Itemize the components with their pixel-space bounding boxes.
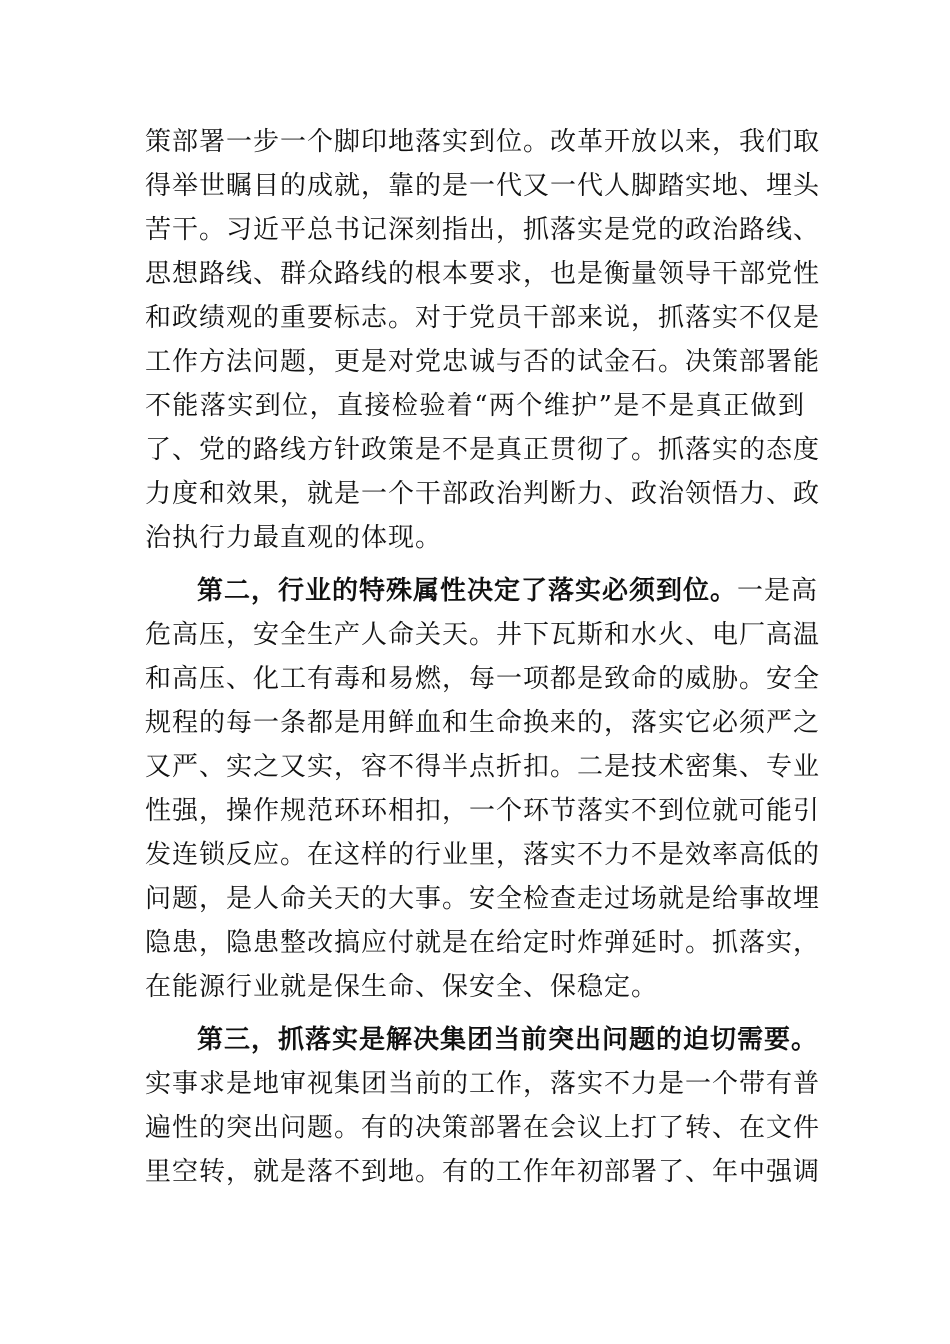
paragraph-1-line-9: 力度和效果，就是一个干部政治判断力、政治领悟力、政 <box>145 479 821 509</box>
paragraph-1-line-8: 了、党的路线方针政策是不是真正贯彻了。抓落实的态度 <box>145 435 821 465</box>
paragraph-1-line-5: 和政绩观的重要标志。对于党员干部来说，抓落实不仅是 <box>145 303 821 333</box>
paragraph-1-line-1: 策部署一步一个脚印地落实到位。改革开放以来，我们取 <box>145 127 821 157</box>
paragraph-2-line-9: 隐患，隐患整改搞应付就是在给定时炸弹延时。抓落实， <box>145 928 821 958</box>
paragraph-3-line-2: 实事求是地审视集团当前的工作，落实不力是一个带有普 <box>145 1069 821 1099</box>
paragraph-2-line-3: 和高压、化工有毒和易燃，每一项都是致命的威胁。安全 <box>145 664 821 694</box>
paragraph-2-line-6: 性强，操作规范环环相扣，一个环节落实不到位就可能引 <box>145 796 821 826</box>
paragraph-3-line-3: 遍性的突出问题。有的决策部署在会议上打了转、在文件 <box>145 1113 821 1143</box>
paragraph-1-line-3: 苦干。习近平总书记深刻指出，抓落实是党的政治路线、 <box>145 215 821 245</box>
paragraph-1-line-10: 治执行力最直观的体现。 <box>145 523 443 553</box>
paragraph-1-line-4: 思想路线、群众路线的根本要求，也是衡量领导干部党性 <box>145 259 821 289</box>
paragraph-2-line-8: 问题，是人命关天的大事。安全检查走过场就是给事故埋 <box>145 884 821 914</box>
paragraph-2-line-7: 发连锁反应。在这样的行业里，落实不力不是效率高低的 <box>145 840 821 870</box>
paragraph-1-line-2: 得举世瞩目的成就，靠的是一代又一代人脚踏实地、埋头 <box>145 171 821 201</box>
paragraph-3-heading: 第三，抓落实是解决集团当前突出问题的迫切需要。 <box>197 1025 819 1055</box>
paragraph-2-line-4: 规程的每一条都是用鲜血和生命换来的，落实它必须严之 <box>145 708 821 738</box>
paragraph-1-line-7: 不能落实到位，直接检验着“两个维护”是不是真正做到 <box>145 391 805 421</box>
paragraph-3-heading-line <box>197 1018 819 1062</box>
paragraph-3-line-4: 里空转，就是落不到地。有的工作年初部署了、年中强调 <box>145 1157 821 1187</box>
paragraph-2-line-10: 在能源行业就是保生命、保安全、保稳定。 <box>145 972 659 1002</box>
paragraph-2-line-2: 危高压，安全生产人命关天。井下瓦斯和水火、电厂高温 <box>145 620 821 650</box>
paragraph-2-first-line-text: 一是高 <box>737 576 819 606</box>
paragraph-2-heading: 第二，行业的特殊属性决定了落实必须到位。 <box>197 576 738 606</box>
paragraph-1-line-6: 工作方法问题，更是对党忠诚与否的试金石。决策部署能 <box>145 347 821 377</box>
paragraph-2-first-line <box>197 569 819 613</box>
paragraph-2-line-5: 又严、实之又实，容不得半点折扣。二是技术密集、专业 <box>145 752 821 782</box>
